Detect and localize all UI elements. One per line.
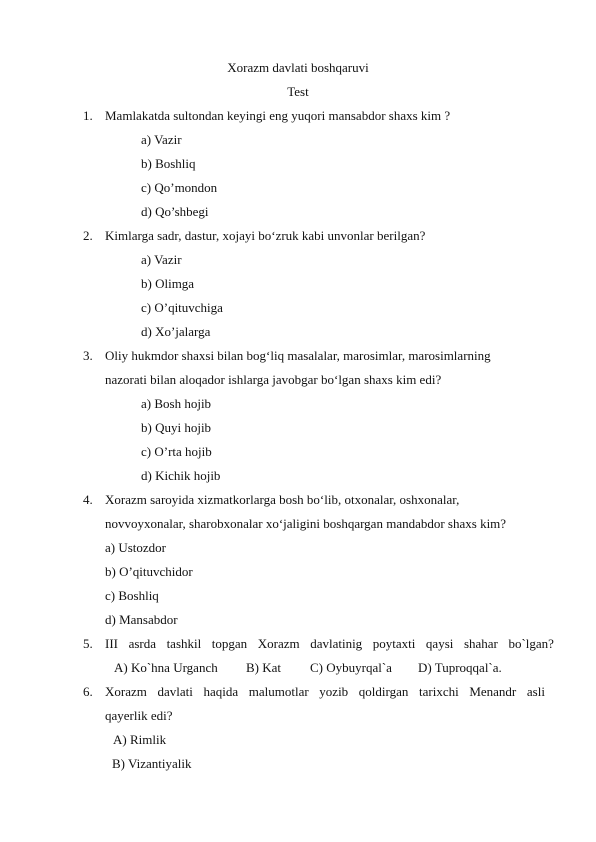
q1-option-c: c) Qo’mondon (141, 180, 218, 195)
question-number-6: 6. (83, 684, 93, 699)
q2-option-a: a) Vazir (141, 252, 182, 267)
question-text-line-2: novvoyxonalar, sharobxonalar xo‘jaligini boshqargan mandabdor shaxs kim? (105, 516, 507, 531)
question-word: malumotlar (248, 684, 309, 699)
document-subtitle: Test (287, 84, 309, 99)
question-number: 4. (83, 492, 93, 507)
q5-option-b: B) Kat (246, 660, 282, 675)
question-6-text (105, 684, 545, 700)
question-text-line-2: qayerlik edi? (105, 708, 173, 723)
question-word: qaysi (425, 636, 454, 651)
q3-option-b: b) Quyi hojib (141, 420, 212, 435)
q2-option-b: b) Olimga (141, 276, 195, 291)
question-number-5: 5. (83, 636, 93, 651)
question-word: haqida (203, 684, 239, 699)
q3-option-a: a) Bosh hojib (141, 396, 212, 411)
question-word: davlatinig (310, 636, 363, 651)
question-text: Kimlarga sadr, dastur, xojayi bo‘zruk kabi unvonlar berilgan? (105, 228, 426, 243)
question-number: 3. (83, 348, 93, 363)
question-word: Xorazm (257, 636, 300, 651)
question-text-line-2: nazorati bilan aloqador ishlarga javobgar bo‘lgan shaxs kim edi? (105, 372, 442, 387)
q4-option-b: b) O’qituvchidor (105, 564, 193, 579)
q4-option-c: c) Boshliq (105, 588, 159, 603)
q3-option-d: d) Kichik hojib (141, 468, 221, 483)
question-text: Mamlakatda sultondan keyingi eng yuqori mansabdor shaxs kim ? (105, 108, 451, 123)
q3-option-c: c) O’rta hojib (141, 444, 212, 459)
question-number: 2. (83, 228, 93, 243)
question-word: Menandr (469, 684, 517, 699)
question-word: shahar (463, 636, 498, 651)
question-word: III (105, 636, 118, 651)
question-word: topgan (211, 636, 248, 651)
question-word: asrda (128, 636, 156, 651)
document-title: Xorazm davlati boshqaruvi (227, 60, 369, 75)
q1-option-d: d) Qo’shbegi (141, 204, 209, 219)
q5-option-c: C) Oybuyrqal`a (310, 660, 392, 675)
question-word: bo`lgan? (508, 636, 554, 651)
question-3 (83, 348, 491, 364)
question-text-line-1: Xorazm saroyida xizmatkorlarga bosh bo‘lib, otxonalar, oshxonalar, (105, 492, 460, 507)
q6-option-a: A) Rimlik (113, 732, 167, 747)
question-word: tarixchi (419, 684, 459, 699)
q4-option-d: d) Mansabdor (105, 612, 178, 627)
question-5-text (105, 636, 554, 652)
question-2 (83, 228, 425, 244)
question-word: yozib (319, 684, 349, 699)
question-word: tashkil (166, 636, 202, 651)
question-word: asli (526, 684, 545, 699)
q2-option-d: d) Xo’jalarga (141, 324, 211, 339)
question-1 (83, 108, 450, 124)
question-number: 1. (83, 108, 93, 123)
q6-option-b: B) Vizantiyalik (112, 756, 192, 771)
q5-option-d: D) Tuproqqal`a. (418, 660, 502, 675)
question-text-line-1: Oliy hukmdor shaxsi bilan bog‘liq masalalar, marosimlar, marosimlarning (105, 348, 491, 363)
q2-option-c: c) O’qituvchiga (141, 300, 223, 315)
question-word: poytaxti (372, 636, 416, 651)
question-word: davlati (157, 684, 193, 699)
question-word: Xorazm (105, 684, 147, 699)
q4-option-a: a) Ustozdor (105, 540, 167, 555)
question-4 (83, 492, 459, 508)
q5-option-a: A) Ko`hna Urganch (114, 660, 218, 675)
question-word: qoldirgan (358, 684, 409, 699)
q1-option-a: a) Vazir (141, 132, 182, 147)
q5-options-row (0, 660, 596, 676)
q1-option-b: b) Boshliq (141, 156, 196, 171)
